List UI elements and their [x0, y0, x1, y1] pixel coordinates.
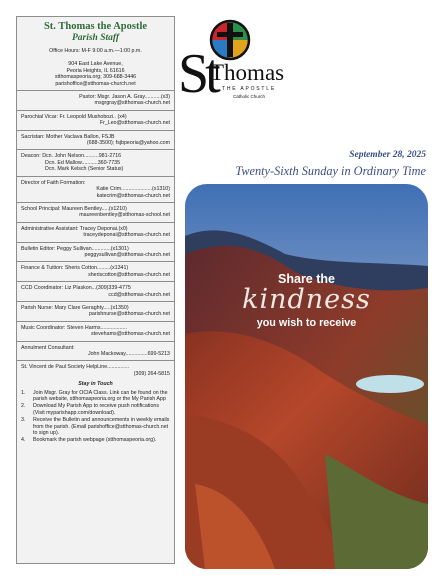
- list-item: [21, 403, 170, 416]
- faith-formation-line: Katie Crim.....................(x1310): [96, 186, 170, 193]
- list-item: [21, 437, 170, 443]
- stay-in-touch-list: [21, 390, 170, 444]
- admin-entry: [17, 223, 174, 243]
- list-item-text: Download My Parish App to receive push notifications (Visit myparishapp.com/download).: [33, 403, 160, 416]
- list-item-number: 3.: [21, 417, 26, 424]
- list-item-text: Bookmark the parish webpage (stthomaspeoria.org).: [33, 437, 157, 444]
- quote-line-1: Share the: [278, 272, 335, 286]
- staff-title: St. Thomas the Apostle: [43, 21, 148, 32]
- pastor-line: Pastor: Msgr. Jason A. Gray...........(x3): [79, 94, 170, 101]
- bulletin-email: peggysullivan@stthomas-church.net: [84, 251, 170, 258]
- address-block: [17, 58, 174, 91]
- stay-in-touch-heading: Stay in Touch: [78, 381, 113, 388]
- landscape-painting: [185, 184, 428, 569]
- music-email: stevehams@stthomas-church.net: [91, 331, 170, 338]
- annulment-line: Annulment Consultant:: [21, 344, 75, 351]
- quote-line-3: you wish to receive: [256, 317, 357, 329]
- admin-email: traceydeponai@stthomas-church.net: [83, 232, 170, 239]
- vicar-entry: [17, 111, 174, 131]
- logo-thomas: Thomas: [210, 60, 285, 85]
- list-item-text: Receive the Bulletin and announcements in weekly emails from the parish. (Email parishoffice@stthomas-church.net to sign up).: [33, 417, 170, 437]
- quote-line-2: kindness: [242, 284, 371, 315]
- nurse-line: Parish Nurse: Mary Clare Geraghty.....(x1350): [21, 304, 129, 311]
- address-line: stthomaspeoria.org; 309-688-3446: [54, 74, 137, 81]
- finance-line: Finance & Tuition: Sheris Cotton.........(x1341): [21, 265, 129, 272]
- principal-entry: [17, 203, 174, 223]
- sacristan-entry: [17, 131, 174, 151]
- list-item-number: 2.: [21, 403, 26, 410]
- ccd-email: ccd@stthomas-church.net: [108, 291, 170, 298]
- bulletin-date: September 28, 2025: [349, 150, 426, 160]
- principal-line: School Principal: Maureen Bentley.....(x1210): [21, 205, 127, 212]
- bulletin-line: Bulletin Editor: Peggy Sullivan.............(x1301): [21, 245, 129, 252]
- admin-line: Administrative Assistant: Tracey Deponai.(x0): [21, 225, 128, 232]
- pastor-email: msgrgray@stthomas-church.net: [94, 100, 170, 107]
- music-entry: [17, 322, 174, 342]
- list-item: [21, 390, 170, 403]
- address-line: 904 East Lake Avenue,: [68, 61, 123, 68]
- office-hours: Office Hours: M-F 9:00 a.m.—1:00 p.m.: [49, 48, 142, 54]
- svdp-entry: [21, 361, 170, 380]
- list-item-text: Join Msgr. Gray for OCIA Class. Link can be found on the parish website, stthomaspeoria.org or the My Parish App: [33, 389, 168, 403]
- cover-painting: [185, 184, 428, 569]
- faith-formation-entry: [17, 177, 174, 203]
- ccd-line: CCD Coordinator: Liz Plaskon...(309)339-4775: [21, 285, 131, 292]
- sacristan-contact: (688-3500); fsjbpeoria@yahoo.com: [86, 140, 170, 147]
- liturgical-sunday: Twenty-Sixth Sunday in Ordinary Time: [235, 164, 426, 178]
- deacons-entry: [17, 150, 174, 176]
- vicar-email: Fr_Leo@stthomas-church.net: [99, 120, 170, 127]
- list-item: [21, 417, 170, 436]
- deacon-line: Deacon: Dcn. John Nelson..........981-2716: [21, 153, 122, 160]
- nurse-email: parishnurse@stthomas-church.net: [88, 311, 170, 318]
- svdp-phone: (309) 264-5815: [133, 370, 170, 377]
- vicar-line: Parochial Vicar: Fr. Leopold Mushobozi.. (x4): [21, 113, 127, 120]
- annulment-contact: John Mackoway...............699-5213: [87, 351, 170, 357]
- finance-entry: [17, 262, 174, 282]
- address-line: Peoria Heights, IL 61616: [66, 67, 125, 74]
- bulletin-entry: [17, 243, 174, 263]
- ccd-entry: [17, 282, 174, 302]
- faith-formation-email: katecrim@stthomas-church.net: [96, 192, 170, 199]
- parish-logo: [178, 16, 288, 108]
- annulment-entry: [17, 342, 174, 362]
- faith-formation-line: Director of Faith Formation:: [21, 179, 86, 186]
- deacon-line: Dcn. Mark Kelsch (Senior Status): [45, 166, 124, 173]
- list-item-number: 1.: [21, 389, 26, 396]
- pastor-entry: [17, 91, 174, 111]
- logo-catholic-church: Catholic Church: [233, 94, 266, 99]
- sacristan-line: Sacristan: Mother Vaclava Ballon, FSJB: [21, 133, 115, 140]
- logo-apostle: THE APOSTLE: [222, 86, 276, 92]
- principal-email: maureenbentley@stthomas-school.net: [79, 212, 170, 219]
- finance-email: sheriscotton@stthomas-church.net: [88, 271, 170, 278]
- staff-subtitle: Parish Staff: [71, 33, 120, 43]
- staff-panel: [16, 16, 175, 564]
- music-line: Music Coordinator: Steven Harms..................: [21, 324, 127, 331]
- deacon-line: Dcn. Ed Mallow...........360-7735: [45, 159, 121, 166]
- list-item-number: 4.: [21, 437, 26, 444]
- address-line: parishoffice@stthomas-church.net: [55, 80, 136, 87]
- svdp-line: St. Vincent de Paul Society HelpLine...............: [21, 364, 130, 371]
- logo-st: St: [178, 43, 217, 105]
- nurse-entry: [17, 302, 174, 322]
